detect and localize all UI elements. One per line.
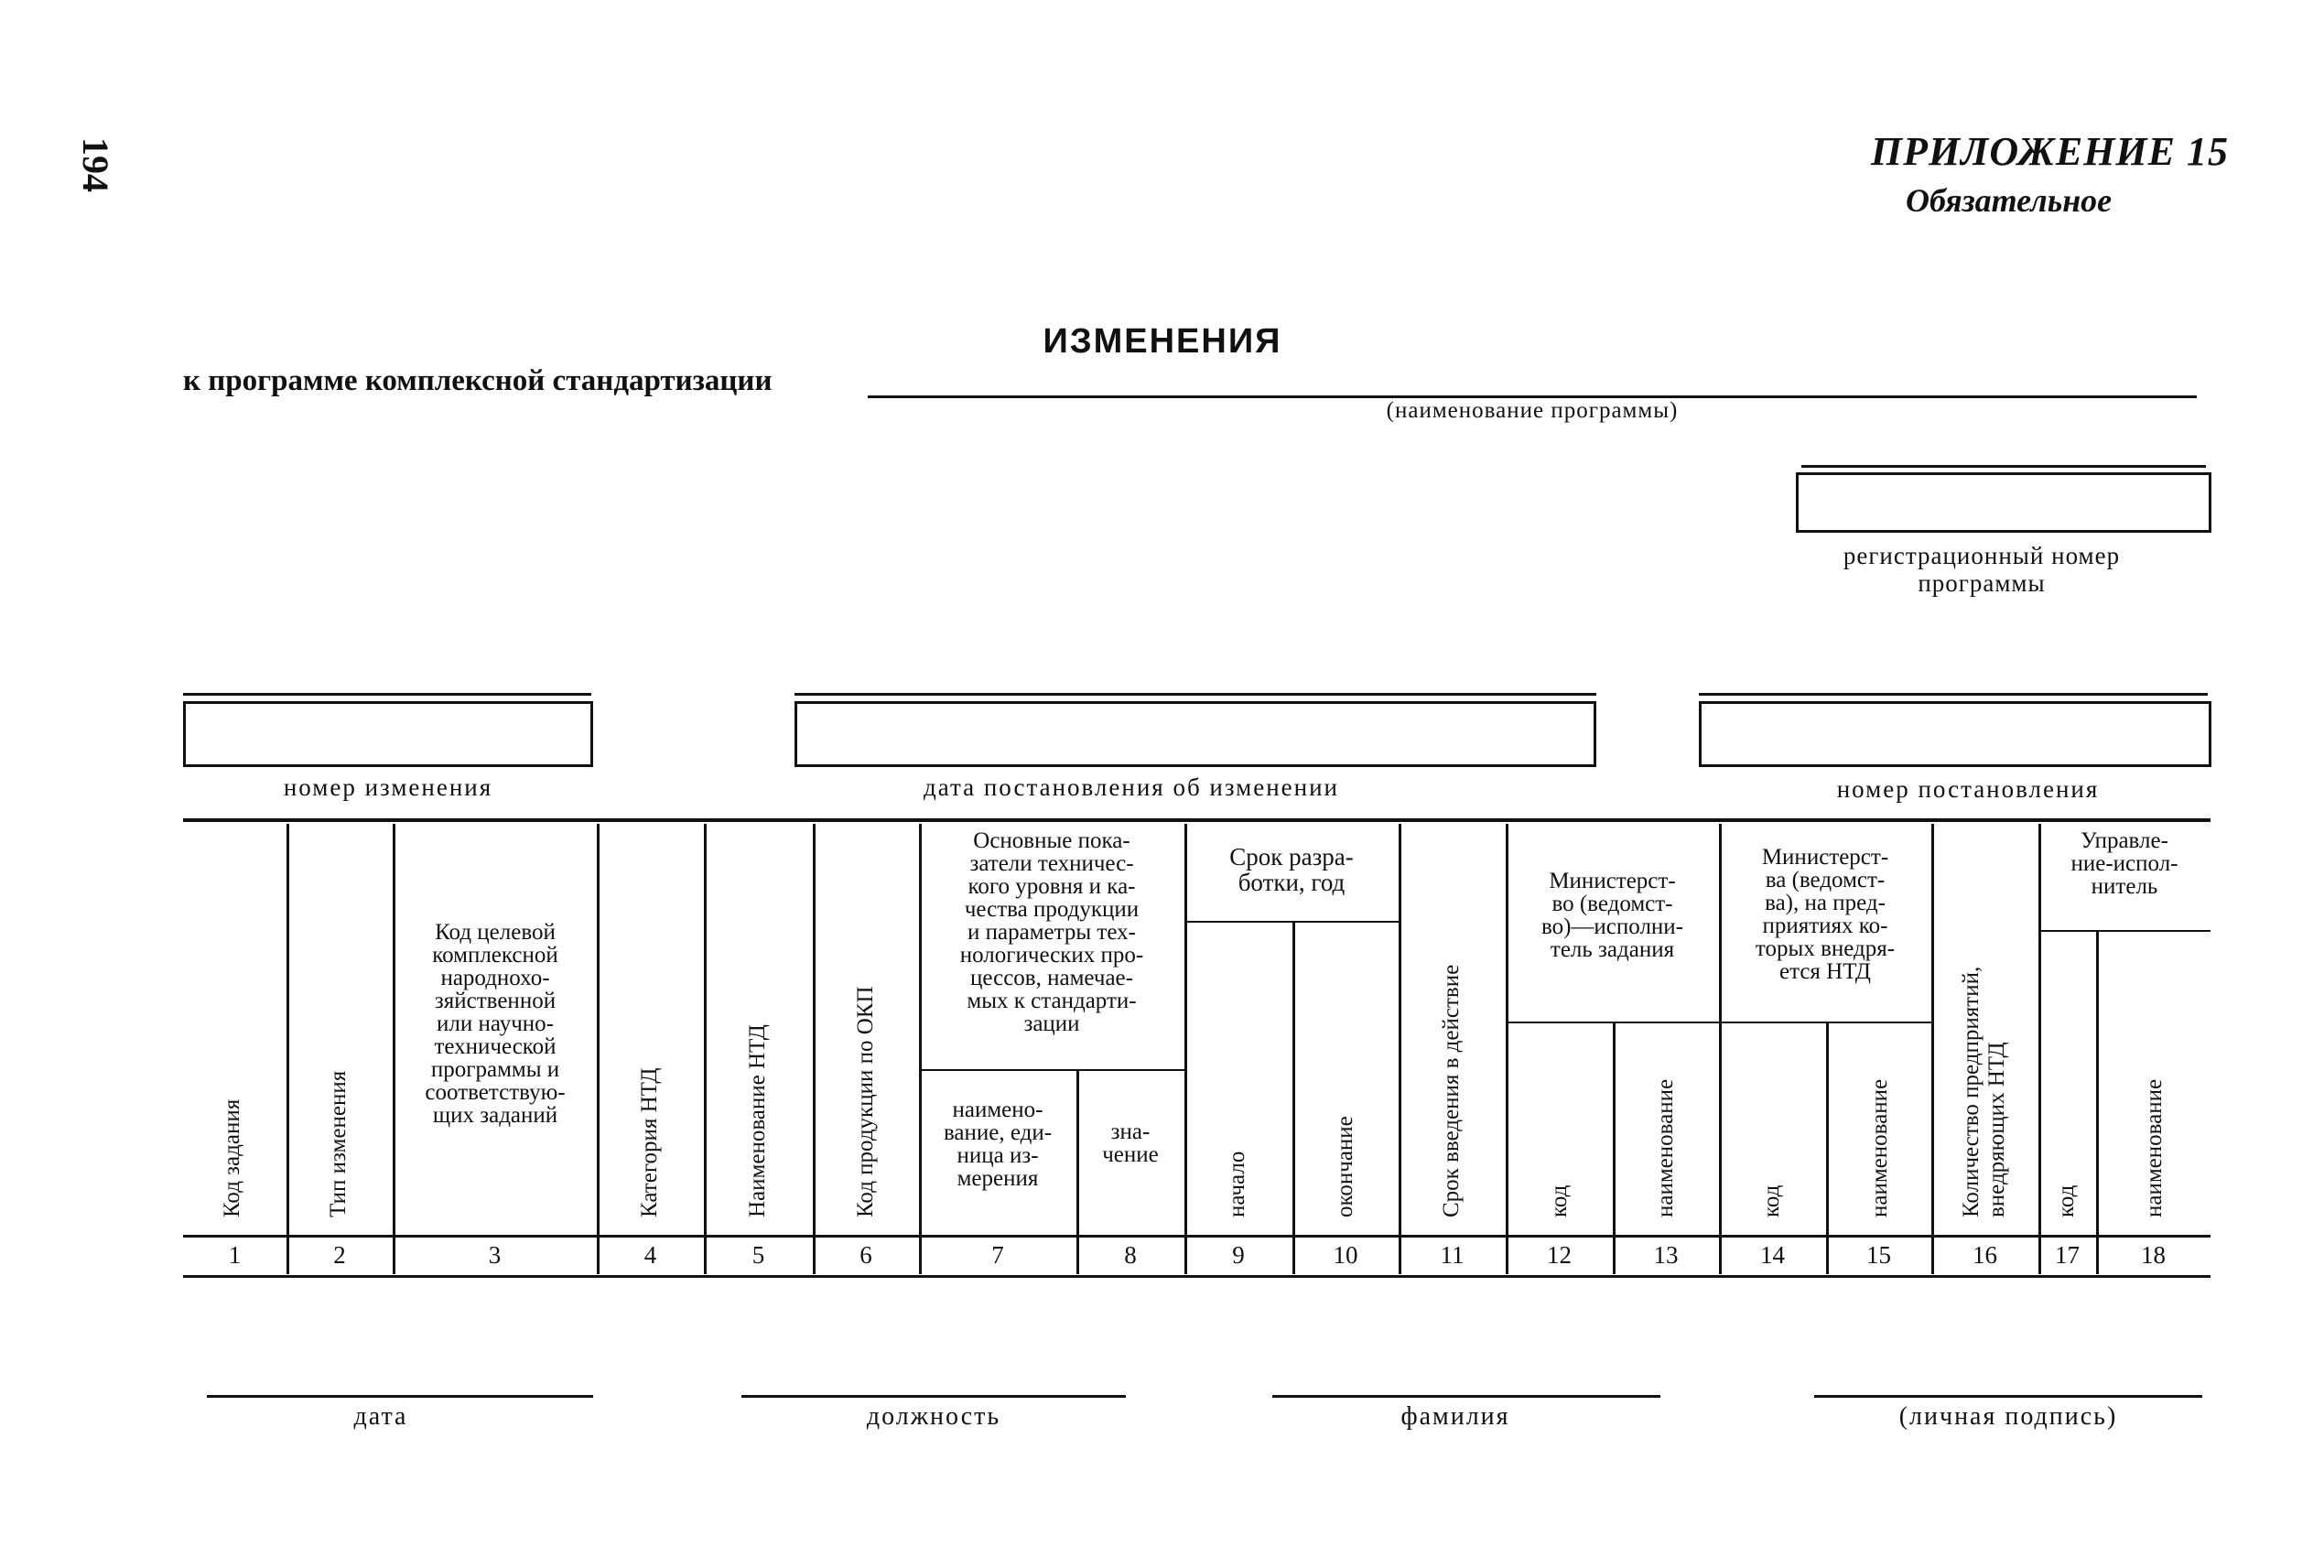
header-col-13: наименование xyxy=(1653,1078,1678,1217)
col-number-9: 9 xyxy=(1232,1241,1245,1269)
change-number-caption: номер изменения xyxy=(283,773,493,801)
appendix-title: ПРИЛОЖЕНИЕ 15 xyxy=(1870,129,2229,174)
header-col-2: Тип изменения xyxy=(326,1070,351,1217)
header-group-17-18: Управле- ние-испол- нитель xyxy=(2070,828,2178,899)
change-number-box[interactable] xyxy=(183,701,593,767)
col-sep-15 xyxy=(1931,824,1934,1274)
surname-field[interactable] xyxy=(1272,1395,1660,1398)
group-12-13-divider xyxy=(1506,1022,1719,1023)
reg-number-box[interactable] xyxy=(1796,472,2211,533)
appendix-subtitle: Обязательное xyxy=(1906,182,2113,219)
position-caption: должность xyxy=(866,1402,1001,1431)
header-col-16-line1: Количество предприятий, xyxy=(1959,966,1984,1217)
header-col-15: наименование xyxy=(1867,1078,1892,1217)
header-col-14: код xyxy=(1759,1184,1784,1217)
col-number-16: 16 xyxy=(1973,1241,1997,1269)
signature-field[interactable] xyxy=(1814,1395,2202,1398)
header-group-14-15: Министерст- ва (ведомст- ва), на пред- приятиях ко- торых внедря- ется НТД xyxy=(1755,845,1896,984)
signature-caption: (личная подпись) xyxy=(1898,1402,2118,1431)
resolution-number-box-top xyxy=(1699,693,2208,696)
group-9-10-divider xyxy=(1184,921,1399,923)
col-number-17: 17 xyxy=(2055,1241,2080,1269)
header-group-12-13: Министерст- во (ведомст- во)—исполни- тель задания xyxy=(1540,869,1684,962)
col-number-11: 11 xyxy=(1440,1241,1465,1269)
resolution-date-caption: дата постановления об изменении xyxy=(923,773,1340,801)
col-sep-5 xyxy=(813,824,816,1274)
col-sep-1 xyxy=(286,824,289,1274)
header-col-7: наимено- вание, еди- ница из- мерения xyxy=(943,1098,1053,1191)
header-col-5: Наименование НТД xyxy=(745,1024,770,1217)
header-col-8: зна- чение xyxy=(1102,1119,1159,1167)
position-field[interactable] xyxy=(741,1395,1126,1398)
header-col-4: Категория НТД xyxy=(637,1067,662,1217)
header-col-10: окончание xyxy=(1333,1116,1357,1217)
col-number-7: 7 xyxy=(991,1241,1004,1269)
col-number-14: 14 xyxy=(1760,1241,1785,1269)
header-col-6: Код продукции по ОКП xyxy=(853,986,878,1217)
col-number-18: 18 xyxy=(2141,1241,2166,1269)
group-17-18-divider xyxy=(2038,930,2211,932)
col-number-13: 13 xyxy=(1653,1241,1679,1269)
header-col-11: Срок введения в действие xyxy=(1439,964,1464,1217)
table-bottom-line xyxy=(183,1275,2211,1278)
header-col-9: начало xyxy=(1225,1151,1249,1217)
resolution-number-box[interactable] xyxy=(1699,701,2211,767)
table-top-line xyxy=(183,818,2211,822)
col-number-8: 8 xyxy=(1124,1241,1137,1269)
document-title: ИЗМЕНЕНИЯ xyxy=(1043,322,1282,361)
col-number-15: 15 xyxy=(1866,1241,1891,1269)
page-number: 194 xyxy=(75,137,116,192)
table-header-bottom-line xyxy=(183,1235,2211,1238)
date-caption: дата xyxy=(353,1402,408,1431)
date-field[interactable] xyxy=(207,1395,593,1398)
col-sep-4 xyxy=(704,824,707,1274)
header-group-9-10: Срок разра- ботки, год xyxy=(1229,843,1354,896)
col-sep-10 xyxy=(1399,824,1401,1274)
header-col-1: Код задания xyxy=(220,1098,244,1217)
header-col-3: Код целевой комплексной народнохо- зяйственной или научно- технической программы и соответствую- щих заданий xyxy=(425,920,566,1128)
resolution-date-box[interactable] xyxy=(794,701,1596,767)
col-sep-12 xyxy=(1613,1023,1616,1274)
group-14-15-divider xyxy=(1719,1022,1931,1023)
col-sep-14 xyxy=(1826,1023,1829,1274)
header-col-18: наименование xyxy=(2142,1078,2167,1217)
header-col-12: код xyxy=(1547,1184,1572,1217)
col-number-10: 10 xyxy=(1333,1241,1358,1269)
col-sep-17 xyxy=(2096,932,2099,1274)
header-col-17: код xyxy=(2054,1184,2079,1217)
group-7-8-divider xyxy=(919,1069,1184,1071)
col-number-1: 1 xyxy=(228,1241,242,1269)
program-caption: (наименование программы) xyxy=(1386,398,1679,423)
reg-number-caption-2: программы xyxy=(1918,569,2046,597)
header-col-16-line2: внедряющих НТД xyxy=(1984,1042,2009,1217)
col-number-4: 4 xyxy=(643,1241,657,1269)
resolution-number-caption: номер постановления xyxy=(1836,775,2100,803)
header-group-7-8: Основные пока- затели техничес- кого уровня и ка- чества продукции и параметры тех- нологических про- цессов, намечае- мых к стандарти- зации xyxy=(959,828,1144,1036)
col-sep-3 xyxy=(597,824,600,1274)
col-number-5: 5 xyxy=(751,1241,765,1269)
col-number-12: 12 xyxy=(1547,1241,1572,1269)
change-number-box-top xyxy=(183,693,591,696)
col-number-6: 6 xyxy=(859,1241,872,1269)
col-number-2: 2 xyxy=(333,1241,346,1269)
resolution-date-box-top xyxy=(794,693,1596,696)
surname-caption: фамилия xyxy=(1400,1402,1510,1431)
col-number-3: 3 xyxy=(488,1241,502,1269)
program-label: к программе комплексной стандартизации xyxy=(183,364,773,397)
reg-number-box-top xyxy=(1801,465,2206,468)
col-sep-9 xyxy=(1292,923,1295,1274)
reg-number-caption-1: регистрационный номер xyxy=(1843,542,2121,569)
